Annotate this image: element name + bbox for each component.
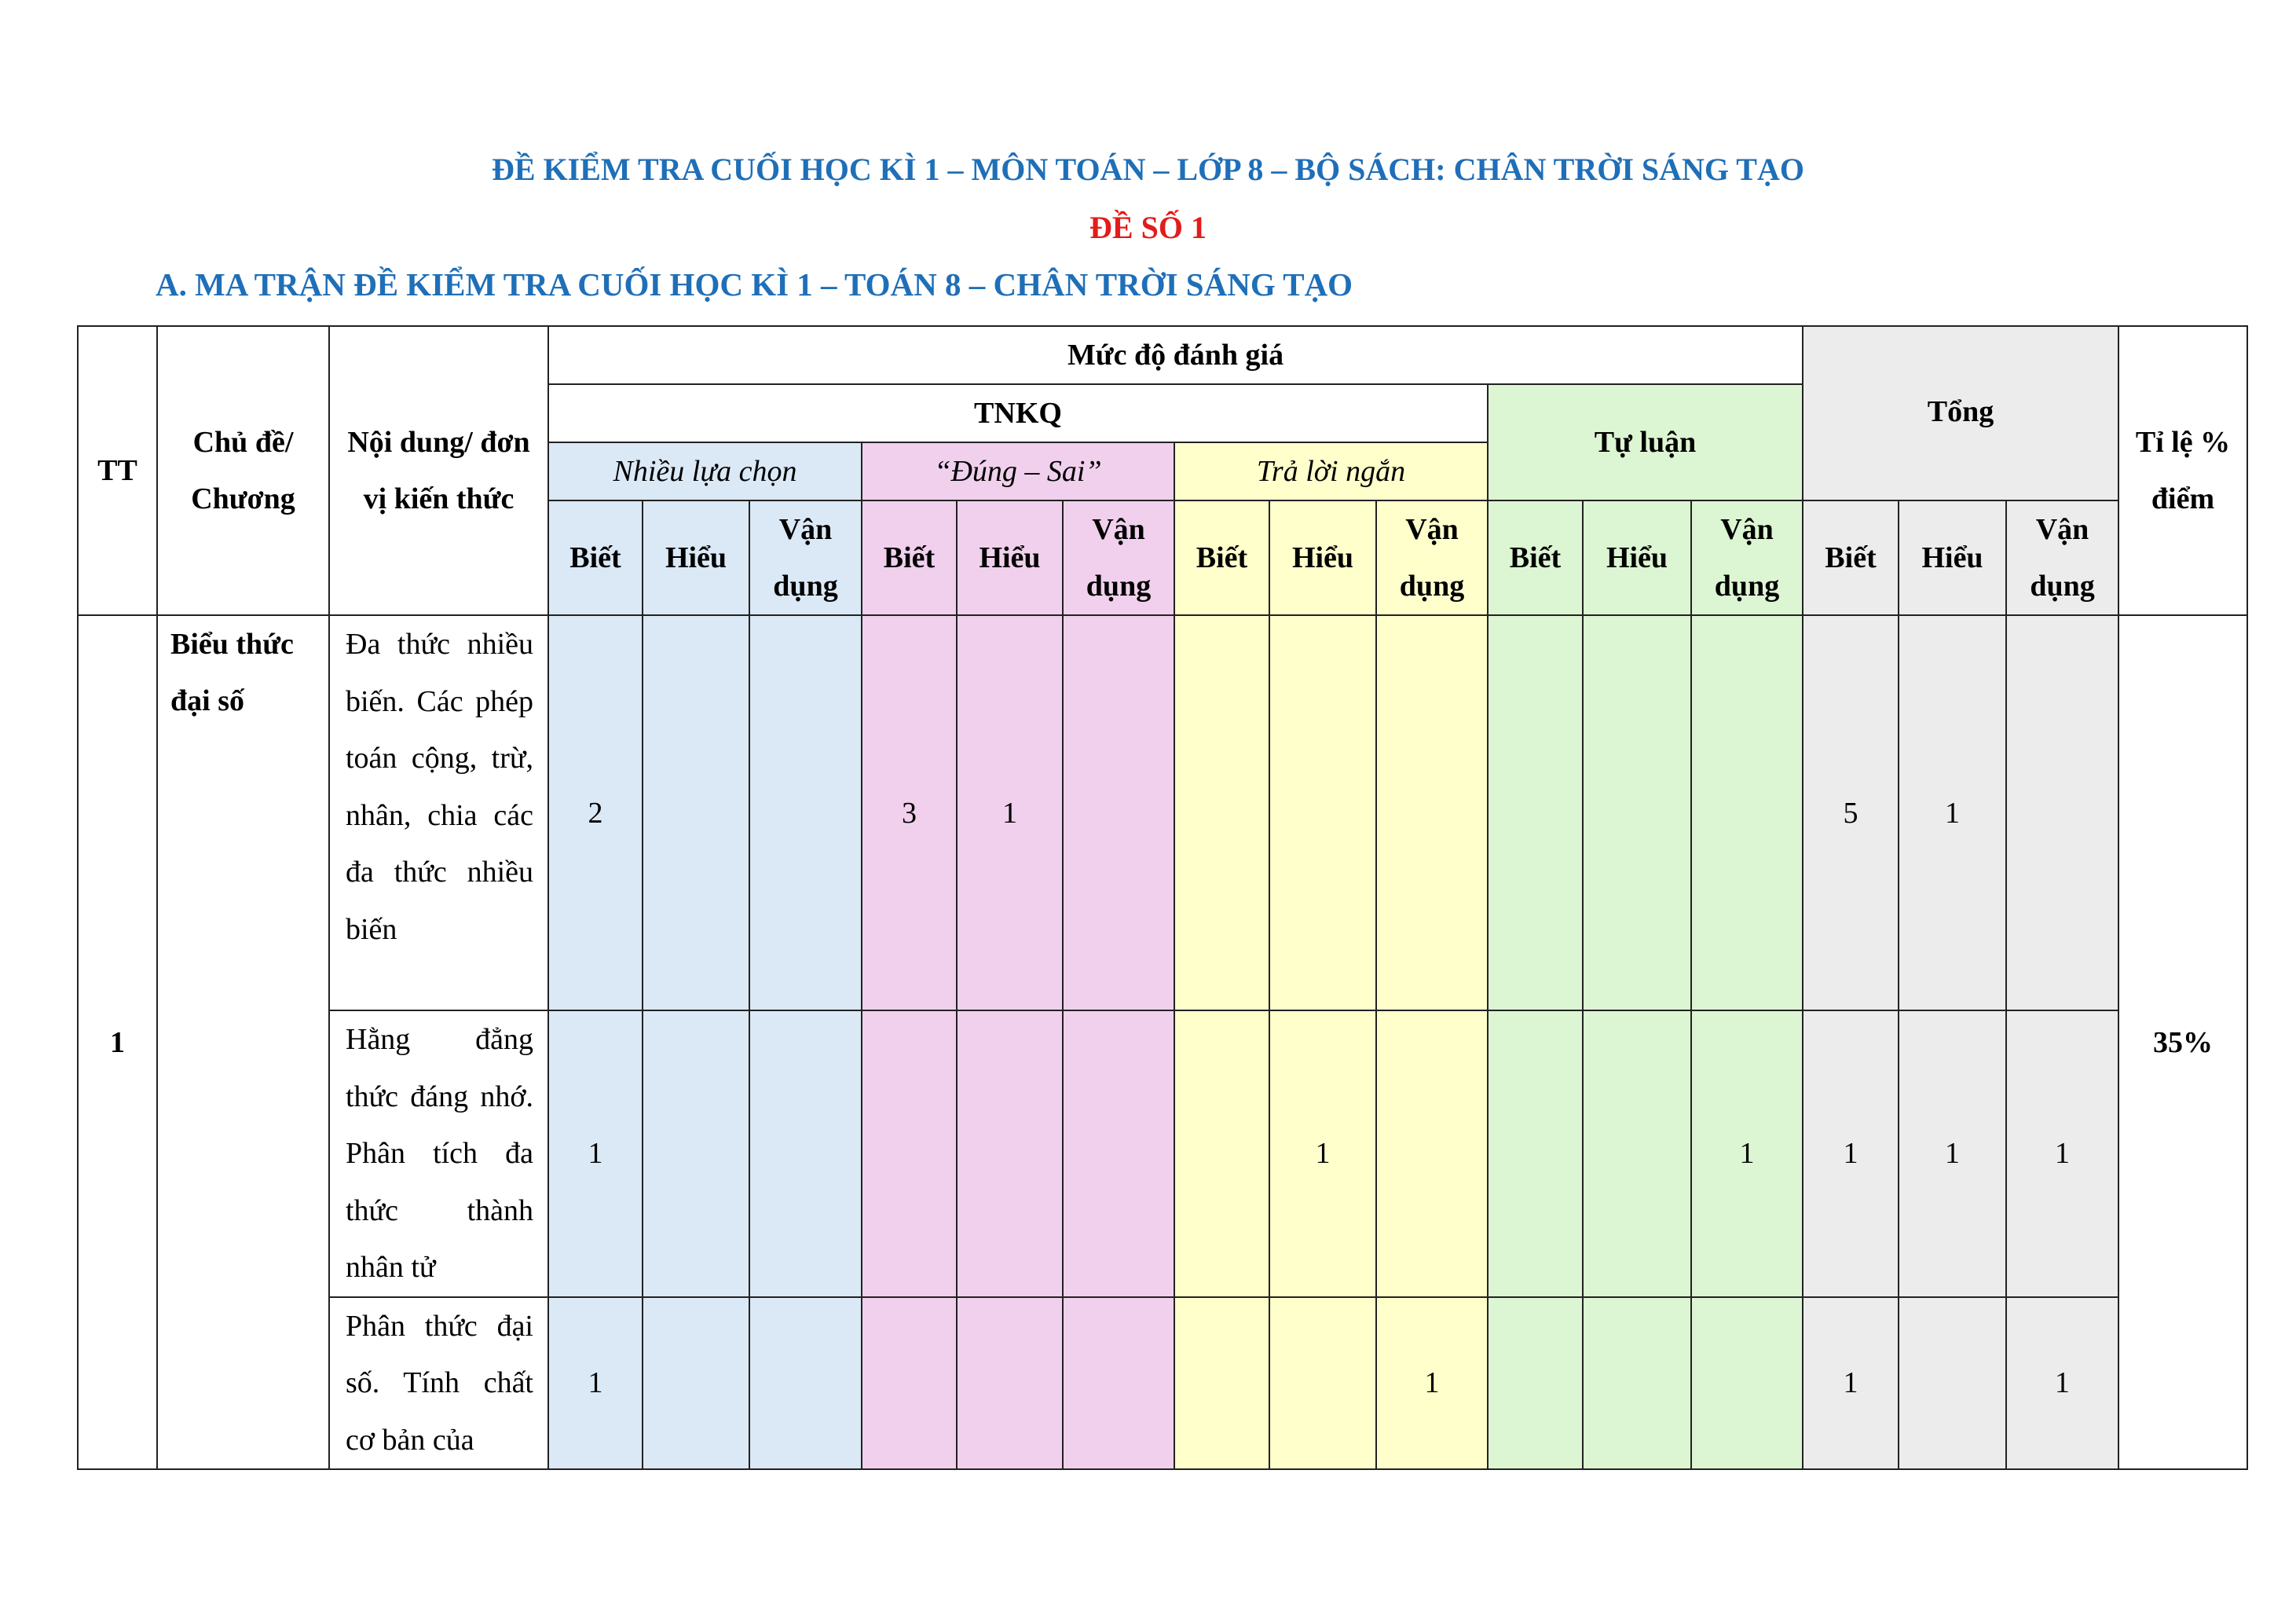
cell-total-understand	[1899, 1297, 2006, 1470]
cell-tf-apply	[1063, 1010, 1174, 1297]
cell-sa-apply	[1376, 1010, 1488, 1297]
cell-sa-understand: 1	[1269, 1010, 1376, 1297]
header-know: Biết	[1488, 500, 1583, 615]
cell-mc-apply	[749, 1010, 862, 1297]
cell-sa-know	[1174, 1297, 1269, 1470]
cell-total-know: 1	[1803, 1010, 1899, 1297]
cell-total-know: 1	[1803, 1297, 1899, 1470]
cell-tf-know	[862, 1297, 957, 1470]
row-content: Hằng đẳng thức đáng nhớ. Phân tích đa thức thành nhân tử	[329, 1010, 548, 1297]
header-tt: TT	[78, 326, 157, 615]
header-know: Biết	[1174, 500, 1269, 615]
header-assessment-level: Mức độ đánh giá	[548, 326, 1803, 384]
header-total: Tổng	[1803, 326, 2118, 500]
cell-sa-know	[1174, 1010, 1269, 1297]
header-know: Biết	[1803, 500, 1899, 615]
cell-essay-know	[1488, 1297, 1583, 1470]
row-tt: 1	[78, 615, 157, 1469]
cell-tf-understand	[957, 1010, 1063, 1297]
header-apply: Vận dụng	[1376, 500, 1488, 615]
header-apply: Vận dụng	[2006, 500, 2118, 615]
assessment-matrix-table	[77, 325, 2248, 1470]
cell-essay-understand	[1583, 615, 1691, 1010]
cell-tf-apply	[1063, 1297, 1174, 1470]
row-content: Đa thức nhiều biến. Các phép toán cộng, trừ, nhân, chia các đa thức nhiều biến	[329, 615, 548, 1010]
table-row	[78, 1010, 2247, 1297]
cell-total-know: 5	[1803, 615, 1899, 1010]
header-apply: Vận dụng	[1691, 500, 1803, 615]
header-know: Biết	[862, 500, 957, 615]
cell-essay-know	[1488, 615, 1583, 1010]
cell-tf-understand	[957, 1297, 1063, 1470]
cell-mc-know: 1	[548, 1297, 643, 1470]
cell-sa-know	[1174, 615, 1269, 1010]
section-heading: A. MA TRẬN ĐỀ KIỂM TRA CUỐI HỌC KÌ 1 – TOÁN 8 – CHÂN TRỜI SÁNG TẠO	[156, 266, 1353, 302]
cell-total-apply: 1	[2006, 1010, 2118, 1297]
cell-mc-apply	[749, 615, 862, 1010]
cell-essay-know	[1488, 1010, 1583, 1297]
header-apply: Vận dụng	[749, 500, 862, 615]
cell-tf-know: 3	[862, 615, 957, 1010]
cell-mc-understand	[643, 615, 749, 1010]
header-apply: Vận dụng	[1063, 500, 1174, 615]
cell-sa-apply: 1	[1376, 1297, 1488, 1470]
cell-essay-apply	[1691, 615, 1803, 1010]
header-short-answer: Trả lời ngắn	[1174, 442, 1488, 500]
header-understand: Hiểu	[957, 500, 1063, 615]
cell-tf-apply	[1063, 615, 1174, 1010]
cell-total-apply: 1	[2006, 1297, 2118, 1470]
cell-essay-apply	[1691, 1297, 1803, 1470]
cell-essay-apply: 1	[1691, 1010, 1803, 1297]
cell-mc-understand	[643, 1297, 749, 1470]
row-topic: Biểu thức đại số	[157, 615, 329, 1469]
header-understand: Hiểu	[1269, 500, 1376, 615]
table-row	[78, 615, 2247, 1010]
header-multiple-choice: Nhiều lựa chọn	[548, 442, 862, 500]
cell-tf-understand: 1	[957, 615, 1063, 1010]
cell-mc-apply	[749, 1297, 862, 1470]
table-row	[78, 1297, 2247, 1470]
exam-number: ĐỀ SỐ 1	[1089, 210, 1207, 245]
cell-mc-know: 2	[548, 615, 643, 1010]
cell-essay-understand	[1583, 1297, 1691, 1470]
header-understand: Hiểu	[1899, 500, 2006, 615]
cell-mc-know: 1	[548, 1010, 643, 1297]
header-essay: Tự luận	[1488, 384, 1803, 500]
cell-total-understand: 1	[1899, 1010, 2006, 1297]
header-understand: Hiểu	[1583, 500, 1691, 615]
cell-tf-know	[862, 1010, 957, 1297]
cell-sa-understand	[1269, 615, 1376, 1010]
header-understand: Hiểu	[643, 500, 749, 615]
cell-total-apply	[2006, 615, 2118, 1010]
header-content: Nội dung/ đơn vị kiến thức	[329, 326, 548, 615]
header-ratio: Tỉ lệ % điểm	[2118, 326, 2247, 615]
header-know: Biết	[548, 500, 643, 615]
document-title: ĐỀ KIỂM TRA CUỐI HỌC KÌ 1 – MÔN TOÁN – LỚP 8 – BỘ SÁCH: CHÂN TRỜI SÁNG TẠO	[492, 152, 1804, 187]
header-true-false: “Đúng – Sai”	[862, 442, 1174, 500]
cell-essay-understand	[1583, 1010, 1691, 1297]
row-ratio: 35%	[2118, 615, 2247, 1469]
header-tnkq: TNKQ	[548, 384, 1488, 442]
cell-mc-understand	[643, 1010, 749, 1297]
header-topic: Chủ đề/ Chương	[157, 326, 329, 615]
cell-total-understand: 1	[1899, 615, 2006, 1010]
cell-sa-understand	[1269, 1297, 1376, 1470]
row-content: Phân thức đại số. Tính chất cơ bản của	[329, 1297, 548, 1470]
cell-sa-apply	[1376, 615, 1488, 1010]
